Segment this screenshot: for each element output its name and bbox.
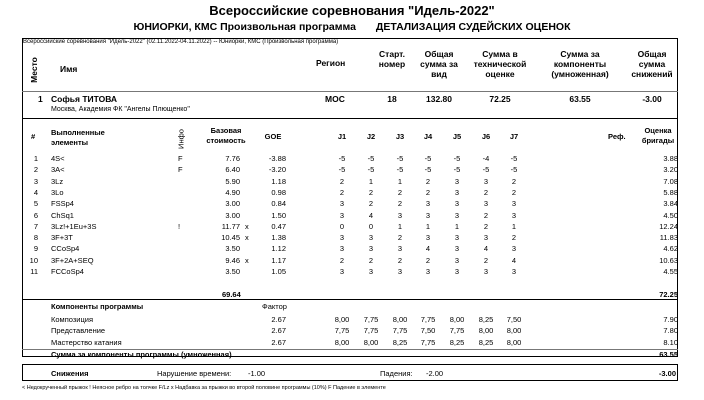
element-bonus-mark: x xyxy=(245,255,249,265)
element-code: ChSq1 xyxy=(51,210,74,220)
element-code: 3F+2A+SEQ xyxy=(51,255,94,265)
element-judge-2: 4 xyxy=(368,210,374,220)
element-judge-3: -5 xyxy=(396,154,404,163)
page-subtitle xyxy=(0,21,704,33)
element-judge-6: 3 xyxy=(483,233,489,243)
element-judge-4: 2 xyxy=(425,255,431,265)
element-goe: 1.18 xyxy=(271,176,286,186)
skater-total-score: 132.80 xyxy=(426,94,452,104)
element-judge-4: 4 xyxy=(425,244,431,254)
el-ref-header: Реф. xyxy=(608,132,626,141)
component-judge-4: 7,75 xyxy=(420,315,436,324)
element-base-value: 5.90 xyxy=(225,176,240,186)
element-code: 4S< xyxy=(51,154,65,163)
element-judge-4: 3 xyxy=(425,210,431,220)
element-goe: 1.38 xyxy=(271,233,286,243)
element-num: 5 xyxy=(33,199,38,209)
col-total-header: Общая сумма за вид xyxy=(420,49,458,79)
judge-header-1: J1 xyxy=(337,132,347,141)
component-judge-7: 7,50 xyxy=(506,315,522,324)
falls-value: -2.00 xyxy=(426,369,444,378)
deductions-total: -3.00 xyxy=(658,369,676,378)
element-judge-2: 0 xyxy=(368,221,374,231)
element-judge-5: 3 xyxy=(454,255,460,265)
element-base-value: 7.76 xyxy=(225,154,240,163)
component-name: Композиция xyxy=(51,315,94,324)
divider xyxy=(22,118,678,119)
element-panel-score: 7.08 xyxy=(663,176,678,186)
element-judge-1: 3 xyxy=(339,210,345,220)
element-judge-5: 3 xyxy=(454,267,460,276)
element-judge-5: -5 xyxy=(453,154,461,163)
element-panel-score: 11.83 xyxy=(659,233,678,243)
element-code: 3A< xyxy=(51,165,65,175)
element-base-value: 11.77 xyxy=(221,221,240,231)
components-total-score: 63.55 xyxy=(659,350,678,359)
element-num: 7 xyxy=(33,221,38,231)
component-judge-7: 8,00 xyxy=(506,326,522,336)
col-region-header: Регион xyxy=(316,58,346,68)
element-judge-6: 3 xyxy=(483,199,489,209)
element-judge-3: 2 xyxy=(397,187,403,197)
element-judge-3: -5 xyxy=(396,165,404,175)
element-judge-6: -5 xyxy=(482,165,490,175)
element-judge-7: -5 xyxy=(510,165,518,175)
element-base-value: 6.40 xyxy=(225,165,240,175)
element-judge-4: 3 xyxy=(425,267,431,276)
element-code: 3Lo xyxy=(51,187,64,197)
component-judge-6: 8,25 xyxy=(478,315,494,324)
component-judge-3: 8,25 xyxy=(392,337,408,347)
element-judge-3: 2 xyxy=(397,199,403,209)
skater-tes: 72.25 xyxy=(489,94,511,104)
element-base-value: 3.50 xyxy=(225,244,240,254)
component-judge-6: 8,00 xyxy=(478,326,494,336)
component-judge-1: 8,00 xyxy=(334,315,350,324)
element-base-value: 3.50 xyxy=(225,267,240,276)
element-judge-2: 3 xyxy=(368,244,374,254)
el-info-header: Инфо xyxy=(176,129,186,149)
element-judge-7: 3 xyxy=(511,210,517,220)
component-judge-3: 8,00 xyxy=(392,315,408,324)
element-goe: -3.20 xyxy=(268,165,286,175)
skater-place: 1 xyxy=(38,94,43,104)
element-panel-score: 10.63 xyxy=(659,255,678,265)
element-base-value: 3.00 xyxy=(225,199,240,209)
element-bonus-mark: x xyxy=(245,221,249,231)
col-place-header: Место xyxy=(29,57,39,83)
element-goe: -3.88 xyxy=(268,154,286,163)
element-panel-score: 3.88 xyxy=(663,154,678,163)
element-info: F xyxy=(178,165,183,175)
element-judge-2: 2 xyxy=(368,199,374,209)
element-judge-1: 3 xyxy=(339,199,345,209)
time-violation-label: Нарушение времени: xyxy=(157,369,232,378)
judge-header-2: J2 xyxy=(366,132,376,141)
component-name: Представление xyxy=(51,326,106,336)
element-judge-1: 3 xyxy=(339,233,345,243)
element-judge-5: 1 xyxy=(454,221,460,231)
col-deductions-header: Общая сумма снижений xyxy=(631,49,673,79)
element-panel-score: 4.50 xyxy=(663,210,678,220)
element-judge-5: -5 xyxy=(453,165,461,175)
element-judge-5: 3 xyxy=(454,176,460,186)
judge-header-7: J7 xyxy=(509,132,519,141)
element-judge-4: 1 xyxy=(425,221,431,231)
divider xyxy=(22,91,678,92)
element-judge-3: 3 xyxy=(397,244,403,254)
page-title: Всероссийские соревнования "Идель-2022" xyxy=(209,3,495,18)
element-judge-6: 2 xyxy=(483,210,489,220)
skater-deductions: -3.00 xyxy=(642,94,662,104)
judge-header-6: J6 xyxy=(481,132,491,141)
element-judge-2: -5 xyxy=(367,165,375,175)
judge-header-3: J3 xyxy=(395,132,405,141)
divider xyxy=(22,299,678,300)
element-code: 3Lz xyxy=(51,176,64,186)
element-judge-7: 2 xyxy=(511,187,517,197)
element-base-value: 10.45 xyxy=(221,233,240,243)
element-judge-3: 1 xyxy=(397,176,403,186)
element-judge-6: 3 xyxy=(483,267,489,276)
component-judge-1: 7,75 xyxy=(334,326,350,336)
element-judge-5: 3 xyxy=(454,187,460,197)
element-info: ! xyxy=(178,221,181,231)
element-judge-7: 4 xyxy=(511,255,517,265)
component-name: Мастерство катания xyxy=(51,337,122,347)
element-judge-6: 2 xyxy=(483,221,489,231)
element-judge-4: -5 xyxy=(424,165,432,175)
element-bonus-mark: x xyxy=(245,233,249,243)
element-judge-2: -5 xyxy=(367,154,375,163)
element-judge-2: 3 xyxy=(368,267,374,276)
components-total-label: Сумма за компоненты программы (умноженная) xyxy=(51,350,232,359)
component-judge-2: 7,75 xyxy=(363,315,379,324)
element-goe: 1.05 xyxy=(271,267,286,276)
element-judge-4: 3 xyxy=(425,233,431,243)
el-goe-header: GOE xyxy=(264,132,282,141)
element-panel-score: 4.62 xyxy=(663,244,678,254)
element-code: 3Lz!+1Eu+3S xyxy=(51,221,97,231)
component-judge-3: 7,75 xyxy=(392,326,408,336)
component-score: 8.10 xyxy=(663,337,678,347)
element-goe: 0.84 xyxy=(271,199,286,209)
element-panel-score: 4.55 xyxy=(663,267,678,276)
element-judge-3: 3 xyxy=(397,267,403,276)
element-judge-3: 1 xyxy=(397,221,403,231)
col-tes-header: Сумма в технической оценке xyxy=(473,49,527,79)
judge-header-5: J5 xyxy=(452,132,462,141)
element-goe: 1.17 xyxy=(271,255,286,265)
skater-start-no: 18 xyxy=(387,94,397,104)
component-judge-5: 8,25 xyxy=(449,337,465,347)
element-goe: 1.12 xyxy=(271,244,286,254)
element-num: 2 xyxy=(33,165,38,175)
judge-header-4: J4 xyxy=(423,132,433,141)
element-code: FSSp4 xyxy=(51,199,74,209)
element-info: F xyxy=(178,154,183,163)
skater-club: Москва, Академия ФК "Ангелы Плющенко" xyxy=(51,106,190,113)
element-judge-7: 1 xyxy=(511,221,517,231)
component-score: 7.90 xyxy=(663,315,678,324)
element-judge-7: 3 xyxy=(511,267,517,276)
element-judge-7: 3 xyxy=(511,199,517,209)
component-judge-6: 8,25 xyxy=(478,337,494,347)
component-factor: 2.67 xyxy=(271,315,286,324)
element-judge-2: 2 xyxy=(368,255,374,265)
components-header: Компоненты программы xyxy=(51,302,144,311)
element-judge-3: 2 xyxy=(397,233,403,243)
element-code: FCCoSp4 xyxy=(51,267,84,276)
element-judge-5: 3 xyxy=(454,244,460,254)
element-judge-1: -5 xyxy=(338,154,346,163)
element-goe: 1.50 xyxy=(271,210,286,220)
component-judge-7: 8,00 xyxy=(506,337,522,347)
element-judge-4: -5 xyxy=(424,154,432,163)
legend: < Недокрученный прыжок ! Неясное ребро на толчке F/Lz x Надбавка за прыжки во второй половине программы (10%) F Падение в элементе xyxy=(22,385,386,391)
element-judge-2: 1 xyxy=(368,176,374,186)
elements-score-total: 72.25 xyxy=(659,290,678,299)
element-num: 4 xyxy=(33,187,38,197)
element-goe: 0.98 xyxy=(271,187,286,197)
deductions-box xyxy=(22,364,678,381)
element-judge-7: -5 xyxy=(510,154,518,163)
component-judge-2: 7,75 xyxy=(363,326,379,336)
element-judge-6: 2 xyxy=(483,187,489,197)
el-element-header: Выполненные элементы xyxy=(51,128,105,147)
element-judge-1: -5 xyxy=(338,165,346,175)
falls-label: Падения: xyxy=(380,369,413,378)
component-factor: 2.67 xyxy=(271,326,286,336)
element-judge-6: -4 xyxy=(482,154,490,163)
element-judge-1: 0 xyxy=(339,221,345,231)
element-judge-1: 2 xyxy=(339,187,345,197)
component-score: 7.80 xyxy=(663,326,678,336)
time-violation-value: -1.00 xyxy=(248,369,266,378)
element-judge-5: 3 xyxy=(454,199,460,209)
col-start-header: Старт. номер xyxy=(378,49,406,69)
component-judge-5: 8,00 xyxy=(449,315,465,324)
element-judge-5: 3 xyxy=(454,210,460,220)
element-panel-score: 3.84 xyxy=(663,199,678,209)
element-num: 3 xyxy=(33,176,38,186)
element-base-value: 9.46 xyxy=(225,255,240,265)
element-num: 1 xyxy=(33,154,38,163)
element-base-value: 4.90 xyxy=(225,187,240,197)
element-code: 3F+3T xyxy=(51,233,73,243)
element-num: 8 xyxy=(33,233,38,243)
elements-base-total: 69.64 xyxy=(222,290,241,299)
skater-region: МОС xyxy=(325,94,345,104)
component-judge-5: 7,75 xyxy=(449,326,465,336)
element-judge-7: 2 xyxy=(511,233,517,243)
col-pcs-header: Сумма за компоненты (умноженная) xyxy=(551,49,609,79)
event-line: Всероссийские соревнования "Идель-2022" (02.11.2022-04.11.2022) -- Юниорки, КМС (Произвольная программа) xyxy=(23,39,339,45)
skater-pcs: 63.55 xyxy=(569,94,591,104)
subtitle-category: ЮНИОРКИ, КМС Произвольная программа xyxy=(133,21,356,33)
element-judge-4: 3 xyxy=(425,199,431,209)
el-num-header: # xyxy=(31,132,36,141)
component-judge-1: 8,00 xyxy=(334,337,350,347)
element-code: CCoSp4 xyxy=(51,244,80,254)
element-panel-score: 5.88 xyxy=(663,187,678,197)
element-judge-1: 3 xyxy=(339,244,345,254)
component-judge-2: 8,00 xyxy=(363,337,379,347)
component-judge-4: 7,50 xyxy=(420,326,436,336)
element-num: 9 xyxy=(33,244,38,254)
element-judge-1: 3 xyxy=(339,267,345,276)
el-base-header: Базовая стоимость xyxy=(206,126,246,145)
components-factor-header: Фактор xyxy=(262,302,287,311)
element-judge-1: 2 xyxy=(339,255,345,265)
col-name-header: Имя xyxy=(60,64,78,74)
element-judge-4: 2 xyxy=(425,187,431,197)
element-goe: 0.47 xyxy=(271,221,286,231)
element-judge-3: 3 xyxy=(397,210,403,220)
element-judge-1: 2 xyxy=(339,176,345,186)
element-judge-7: 2 xyxy=(511,176,517,186)
element-base-value: 3.00 xyxy=(225,210,240,220)
element-judge-2: 3 xyxy=(368,233,374,243)
element-judge-6: 3 xyxy=(483,176,489,186)
element-judge-3: 2 xyxy=(397,255,403,265)
component-factor: 2.67 xyxy=(271,337,286,347)
element-num: 10 xyxy=(29,255,38,265)
element-num: 11 xyxy=(30,267,38,276)
element-num: 6 xyxy=(33,210,38,220)
skater-name: Софья ТИТОВА xyxy=(51,94,118,104)
element-panel-score: 3.20 xyxy=(663,165,678,175)
element-judge-6: 4 xyxy=(483,244,489,254)
component-judge-4: 7,75 xyxy=(420,337,436,347)
element-judge-5: 3 xyxy=(454,233,460,243)
element-judge-7: 3 xyxy=(511,244,517,254)
subtitle-report-type: ДЕТАЛИЗАЦИЯ СУДЕЙСКИХ ОЦЕНОК xyxy=(375,21,571,33)
el-score-header: Оценка бригады xyxy=(641,126,675,145)
element-panel-score: 12.24 xyxy=(659,221,678,231)
element-judge-6: 2 xyxy=(483,255,489,265)
element-judge-4: 2 xyxy=(425,176,431,186)
deductions-label: Снижения xyxy=(51,369,89,378)
element-judge-2: 2 xyxy=(368,187,374,197)
